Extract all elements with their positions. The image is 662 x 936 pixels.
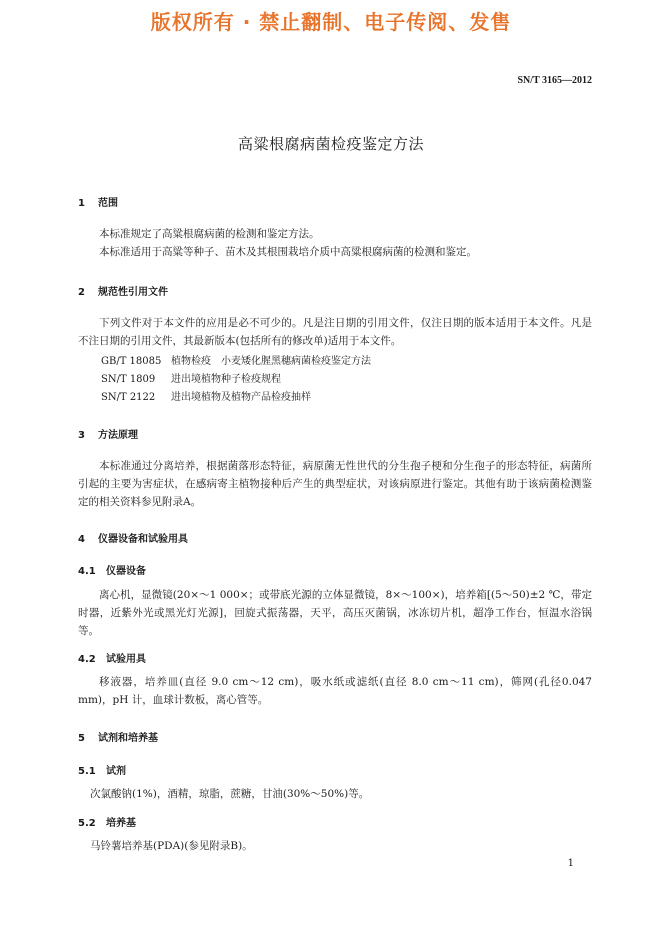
section-2-intro: 下列文件对于本文件的应用是必不可少的。凡是注日期的引用文件，仅注日期的版本适用于本文件。凡是不注日期的引用文件，其最新版本(包括所有的修改单)适用于本文件。: [78, 317, 592, 347]
reference-code: SN/T 2122: [101, 392, 156, 403]
section-number: 4.2: [78, 654, 96, 665]
section-number: 3: [78, 430, 85, 441]
section-number: 5: [78, 733, 85, 744]
normative-reference: [101, 352, 371, 367]
section-1-paragraph-2: 本标准适用于高粱等种子、苗木及其根围栽培介质中高粱根腐病菌的检测和鉴定。: [99, 246, 477, 258]
section-1-heading: [78, 194, 118, 209]
section-5-1-paragraph: 次氯酸钠(1%)，酒精，琼脂，蔗糖，甘油(30%～50%)等。: [90, 788, 370, 800]
section-number: 5.1: [78, 766, 96, 777]
copyright-watermark: 版权所有 · 禁止翻制、电子传阅、发售: [150, 10, 512, 34]
section-number: 5.2: [78, 818, 96, 829]
section-5-heading: [78, 729, 158, 744]
normative-reference: [101, 388, 311, 403]
section-title: 规范性引用文件: [98, 287, 168, 298]
section-title: 培养基: [106, 818, 136, 829]
reference-title: 进出境植物种子检疫规程: [171, 374, 281, 385]
section-number: 2: [78, 287, 85, 298]
section-title: 试剂和培养基: [98, 733, 158, 744]
standard-code: SN/T 3165—2012: [517, 75, 592, 86]
section-5-1-heading: [78, 762, 126, 777]
section-4-1-heading: [78, 562, 146, 577]
section-title: 范围: [98, 198, 118, 209]
section-title: 试剂: [106, 766, 126, 777]
reference-code: SN/T 1809: [101, 374, 156, 385]
document-title: 高粱根腐病菌检疫鉴定方法: [237, 135, 424, 153]
section-2-heading: [78, 283, 168, 298]
section-4-heading: [78, 530, 188, 545]
section-title: 仪器设备和试验用具: [98, 534, 188, 545]
reference-title: 植物检疫 小麦矮化腥黑穗病菌检疫鉴定方法: [171, 356, 371, 367]
section-3-heading: [78, 426, 138, 441]
section-number: 1: [78, 198, 85, 209]
section-number: 4.1: [78, 566, 96, 577]
section-1-paragraph-1: 本标准规定了高粱根腐病菌的检测和鉴定方法。: [99, 228, 320, 240]
section-number: 4: [78, 534, 85, 545]
section-4-1-paragraph: 离心机，显微镜(20×～1 000×；或带底光源的立体显微镜，8×～100×)，培养箱[(5～50)±2 ℃，带定时器，近紫外光或黑光灯光源]，回旋式振荡器，天平，高压灭菌锅，冰冻切片机，超净工作台，恒温水浴锅等。: [78, 589, 592, 637]
section-5-2-heading: [78, 814, 136, 829]
section-5-2-paragraph: 马铃薯培养基(PDA)(参见附录B)。: [90, 840, 253, 852]
section-title: 方法原理: [98, 430, 138, 441]
section-4-2-heading: [78, 650, 146, 665]
section-3-paragraph: 本标准通过分离培养，根据菌落形态特征，病原菌无性世代的分生孢子梗和分生孢子的形态特征，病菌所引起的主要为害症状，在感病寄主植物接种后产生的典型症状，对该病原进行鉴定。其他有助于该病菌检测鉴定的相关资料参见附录A。: [78, 460, 592, 508]
section-title: 试验用具: [106, 654, 146, 665]
section-4-2-paragraph: 移液器，培养皿(直径 9.0 cm～12 cm)，吸水纸或滤纸(直径 8.0 cm～11 cm)，筛网(孔径0.047 mm)，pH 计，血球计数板，离心管等。: [78, 676, 592, 706]
normative-reference: [101, 370, 281, 385]
reference-code: GB/T 18085: [101, 356, 162, 367]
section-title: 仪器设备: [106, 566, 146, 577]
page-number: 1: [567, 858, 574, 869]
reference-title: 进出境植物及植物产品检疫抽样: [171, 392, 311, 403]
